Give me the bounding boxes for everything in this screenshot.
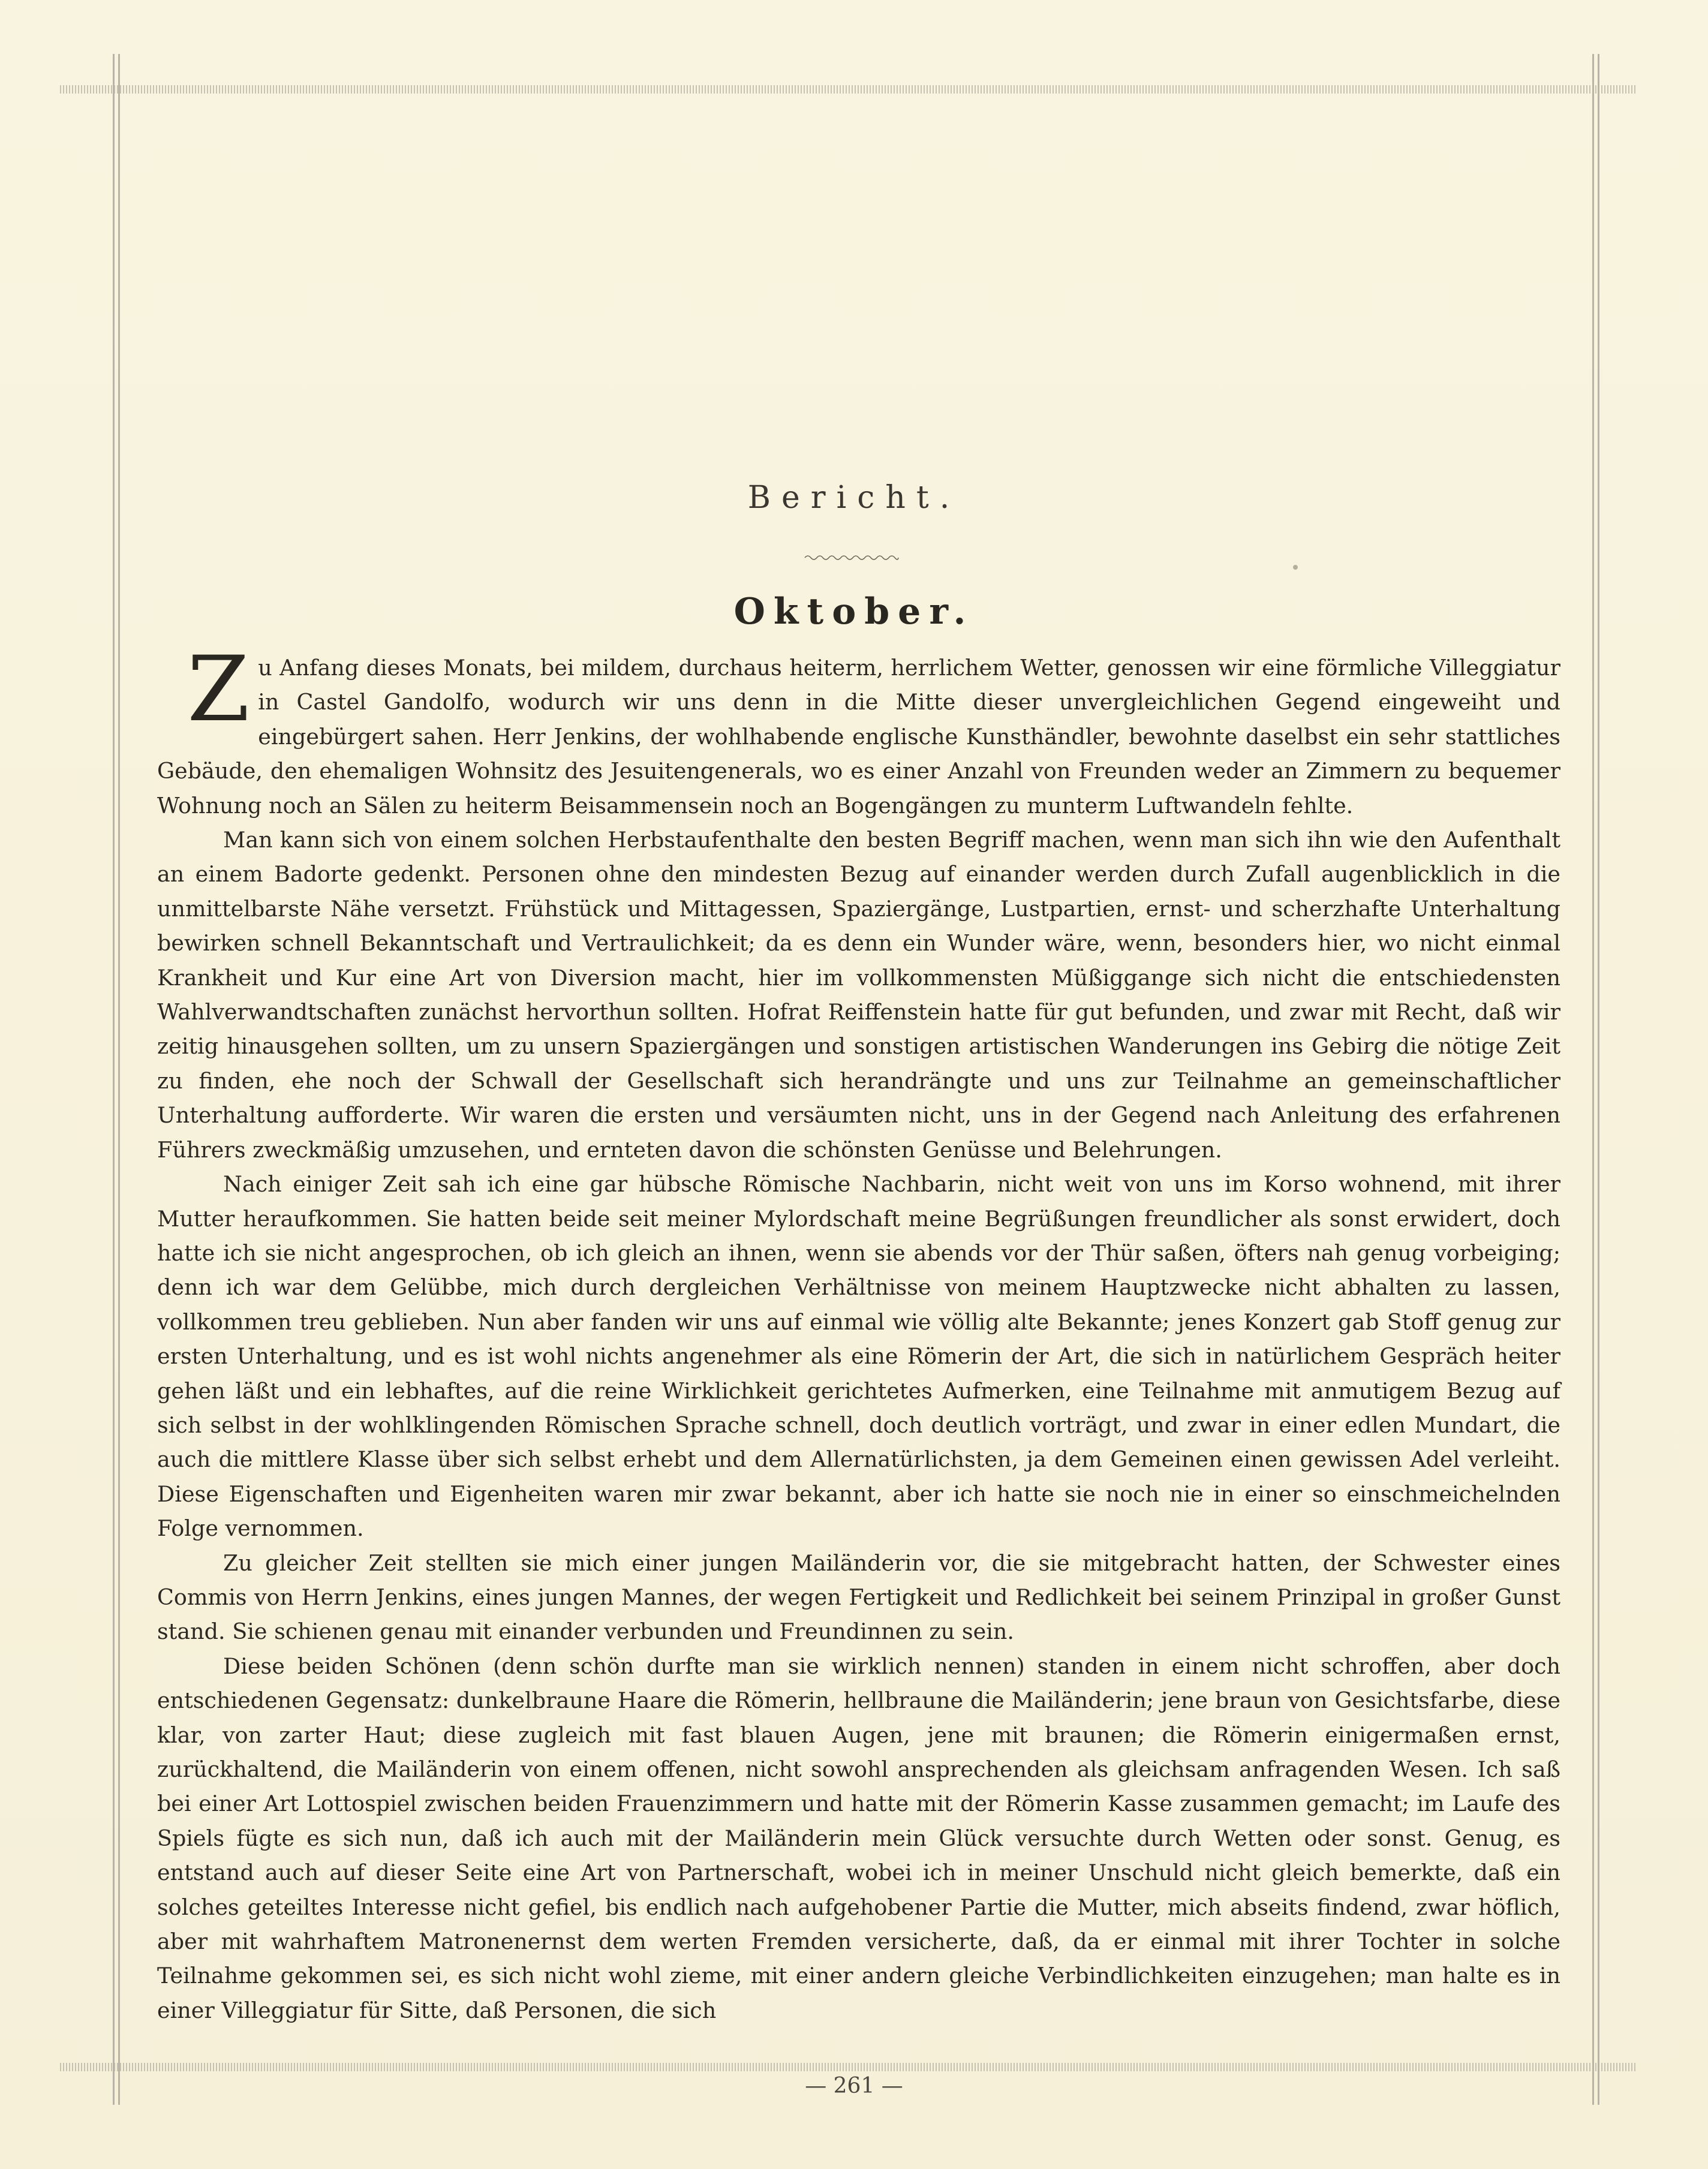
top-border-rule	[60, 85, 1637, 94]
paragraph-4: Zu gleicher Zeit stellten sie mich einer jungen Mailänderin vor, die sie mitgebracht hatten, der Schwester eines Commis von Herrn Jenkins, eines jungen Mannes, der wegen Fertigkeit und Redlichkeit bei seinem Prinzipal in großer Gunst stand. Sie schienen genau mit einander verbunden und Freundinnen zu sein.	[157, 1550, 1560, 1645]
section-heading: Bericht.	[747, 480, 961, 516]
page-number: — 261 —	[805, 2074, 903, 2098]
paragraph-1-text: u Anfang dieses Monats, bei mildem, durchaus heiterm, herrlichem Wetter, genossen wir eine förmliche Villeggiatur in Castel Gandolfo, wodurch wir uns denn in die Mitte dieser unvergleichlichen Gegend eingeweiht und eingebürgert sahen. Herr Jenkins, der wohlhabende englische Kunsthändler, bewohnte daselbst ein sehr stattliches Gebäude, den ehemaligen Wohnsitz des Jesuitengenerals, wo es einer Anzahl von Freunden weder an Zimmern zu bequemer Wohnung noch an Sälen zu heiterm Beisammensein noch an Bogengängen zu munterm Luftwandeln fehlte.	[157, 655, 1560, 819]
body-text	[157, 637, 1560, 2027]
left-border-rule	[113, 54, 120, 2105]
paragraph-2: Man kann sich von einem solchen Herbstaufenthalte den besten Begriff machen, wenn man sich ihn wie den Aufenthalt an einem Badorte gedenkt. Personen ohne den mindesten Bezug auf einander werden durch Zufall augenblicklich in die unmittelbarste Nähe versetzt. Frühstück und Mittagessen, Spaziergänge, Lustpartien, ernst- und scherzhafte Unterhaltung bewirken schnell Bekanntschaft und Vertraulichkeit; da es denn ein Wunder wäre, wenn, besonders hier, wo nicht einmal Krankheit und Kur eine Art von Diversion macht, hier im vollkommensten Müßiggange sich nicht die entschiedensten Wahlverwandtschaften zunächst hervorthun sollten. Hofrat Reiffenstein hatte für gut befunden, und zwar mit Recht, daß wir zeitig hinausgehen sollten, um zu unsern Spaziergängen und sonstigen artistischen Wanderungen ins Gebirg die nötige Zeit zu finden, ehe noch der Schwall der Gesellschaft sich herandrängte und uns zur Teilnahme an gemeinschaftlicher Unterhaltung aufforderte. Wir waren die ersten und versäumten nicht, uns in der Gegend nach Anleitung des erfahrenen Führers zweckmäßig umzusehen, und ernteten davon die schönsten Genüsse und Belehrungen.	[157, 827, 1560, 1163]
paragraph-1	[157, 637, 1560, 823]
paragraph-5: Diese beiden Schönen (denn schön durfte man sie wirklich nennen) standen in einem nicht schroffen, aber doch entschiedenen Gegensatz: dunkelbraune Haare die Römerin, hellbraune die Mailänderin; jene braun von Gesichtsfarbe, diese klar, von zarter Haut; diese zugleich mit fast blauen Augen, jene mit braunen; die Römerin einigermaßen ernst, zurückhaltend, die Mailänderin von einem offenen, nicht sowohl ansprechenden als gleichsam anfragenden Wesen. Ich saß bei einer Art Lottospiel zwischen beiden Frauenzimmern und hatte mit der Römerin Kasse zusammen gemacht; im Laufe des Spiels fügte es sich nun, daß ich auch mit der Mailänderin mein Glück versuchte durch Wetten oder sonst. Genug, es entstand auch auf dieser Seite eine Art von Partnerschaft, wobei ich in meiner Unschuld nicht gleich bemerkte, daß ein solches geteiltes Interesse nicht gefiel, bis endlich nach aufgehobener Partie die Mutter, mich abseits findend, zwar höflich, aber mit wahrhaftem Matronenernst dem werten Fremden versicherte, daß, da er einmal mit ihrer Tochter in solche Teilnahme gekommen sei, es sich nicht wohl zieme, mit einer andern gleiche Verbindlichkeiten einzugehen; man halte es in einer Villeggiatur für Sitte, daß Personen, die sich	[157, 1653, 1560, 2023]
ornament-divider	[804, 552, 900, 564]
ink-speck	[1293, 565, 1298, 570]
drop-cap: Z	[187, 637, 250, 742]
paragraph-3: Nach einiger Zeit sah ich eine gar hübsche Römische Nachbarin, nicht weit von uns im Korso wohnend, mit ihrer Mutter heraufkommen. Sie hatten beide seit meiner Mylordschaft meine Begrüßungen freundlicher als sonst erwidert, doch hatte ich sie nicht angesprochen, ob ich gleich an ihnen, wenn sie abends vor der Thür saßen, öfters nah genug vorbeiging; denn ich war dem Gelübbe, mich durch dergleichen Verhältnisse von meinem Hauptzwecke nicht abhalten zu lassen, vollkommen treu geblieben. Nun aber fanden wir uns auf einmal wie völlig alte Bekannte; jenes Konzert gab Stoff genug zur ersten Unterhaltung, und es ist wohl nichts angenehmer als eine Römerin der Art, die sich in natürlichem Gespräch heiter gehen läßt und ein lebhaftes, auf die reine Wirklichkeit gerichtetes Aufmerken, eine Teilnahme mit anmutigem Bezug auf sich selbst in der wohlklingenden Römischen Sprache schnell, doch deutlich vorträgt, und zwar in einer edlen Mundart, die auch die mittlere Klasse über sich selbst erhebt und dem Allernatürlichsten, ja dem Gemeinen einen gewissen Adel verleiht. Diese Eigenschaften und Eigenheiten waren mir zwar bekannt, aber ich hatte sie noch nie in einer so einschmeichelnden Folge vernommen.	[157, 1171, 1560, 1542]
month-title: Oktober.	[733, 591, 975, 633]
bottom-border-rule	[60, 2063, 1637, 2071]
right-border-rule	[1592, 54, 1599, 2105]
